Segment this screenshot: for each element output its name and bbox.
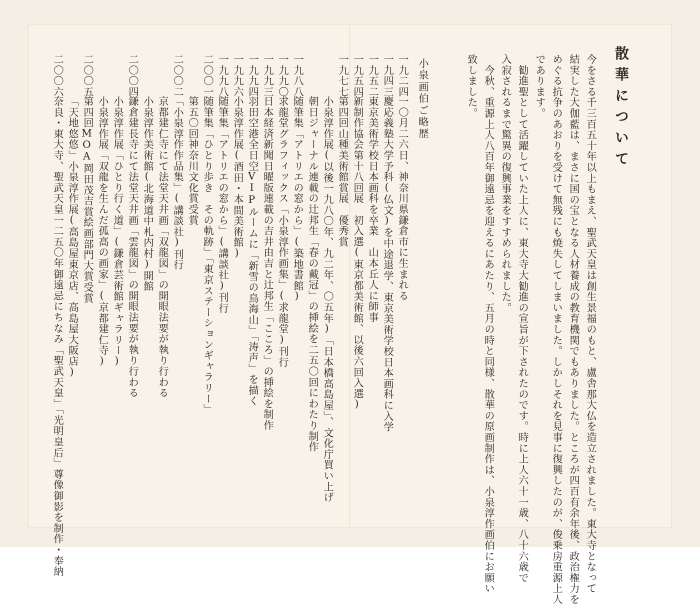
bio-year: 一九五二: [366, 54, 378, 98]
bio-entry-text: 小泉淳作展(酒田・本間美術館): [231, 96, 243, 260]
bio-year: 一九九六: [231, 54, 243, 98]
bio-entry-text: 東京美術学校日本画科を卒業 山本丘人に師事: [366, 96, 378, 323]
bio-year: 二〇〇六: [51, 54, 63, 98]
bio-year: 一九九八: [216, 54, 228, 98]
bio-entry-text: 随筆集「アトリエの窓から」(築地書館): [291, 96, 303, 303]
bio-entry-text: 京都建仁寺にて法堂天井画「双龍図」の開眼法要が執り行わる: [156, 96, 168, 399]
bio-year: 一九七七: [336, 54, 348, 98]
bio-year: 一九五四: [351, 54, 363, 98]
bio-entry-text: 「天地悠悠」小泉淳作展(高島屋東京店、高島屋大阪店): [66, 96, 78, 379]
bio-year: 一九九四: [246, 54, 258, 98]
bio-year: 二〇〇一: [201, 54, 213, 98]
bio-entry-text: 随筆集「ひとり歩き その軌跡」「東京ステーションギャラリー」: [201, 96, 213, 415]
bio-entry-text: 第五〇回神奈川文化賞受賞: [186, 96, 198, 226]
bio-entry-text: 小泉淳作美術館(北海道中札内村)開館: [141, 96, 153, 292]
bio-entry-text: 求龍堂グラフィックス「小泉淳作画集」(求龍堂)刊行: [276, 96, 288, 368]
bio-entry-text: 第四回山種美術館賞展 優秀賞: [336, 96, 348, 248]
bio-year: 一九二四: [396, 54, 408, 98]
bio-entry-text: 小泉淳作展「ひとり行く道」(鎌倉芸術館ギャラリー): [111, 96, 123, 368]
essay-line-4: であります。: [533, 54, 545, 119]
bio-entry-text: 日本経済新聞日曜版連載の吉井由吉と辻邦生「こころ」の挿絵を制作: [261, 96, 273, 431]
bio-entry-text: 第四回MOA岡田茂吉賞絵画部門大賞受賞: [81, 96, 93, 304]
essay-title: 散華について: [613, 46, 629, 172]
bio-year: 一九九〇: [276, 54, 288, 98]
essay-line-8: 致しました。: [465, 54, 477, 119]
bio-year: 二〇〇二: [171, 54, 183, 98]
bio-title: 小泉画伯ご略歴: [416, 58, 428, 140]
bio-entry-text: 新制作協会第十八回展 初入選(東京都美術館、以後六回入選): [351, 96, 363, 411]
bio-entry-text: 朝日ジャーナル連載の辻邦生「春の戴冠」の挿絵を二五〇回にわたり制作: [306, 96, 318, 453]
bio-year: 一九九三: [261, 54, 273, 98]
essay-line-5: 勧進聖として活躍していた上人に、東大寺大勧進の宣旨が下されたのです。時に上人六十一歳、八十六歳で: [516, 54, 528, 584]
essay-line-6: 入寂されるまで驚異の復興事業をすすめられました。: [499, 54, 511, 314]
bio-entry-text: 「小泉淳作作品集」(講談社)刊行: [171, 96, 183, 271]
essay-line-3: めぐる抗争のあおりを受けて無残にも焼失してしまいました。しかしそれを見事に復興したのが、俊乗房重源上人: [550, 54, 562, 605]
bio-entry-text: 随筆集「アトリエの窓から」(講談社)刊行: [216, 96, 228, 314]
essay-line-7: 今秋、重源上人八百年御遠忌を迎えるにあたり、五月の時と同様、散華の原画制作は、小泉淳作画伯にお願い: [482, 54, 494, 594]
bio-entry-text: 小泉淳作展(以後一九八〇年、九二年、〇五年)「日本橋高島屋」、文化庁買い上げ: [321, 96, 333, 503]
bio-entry-text: 慶応義塾大学予科(仏文)を中途退学、東京美術学校日本画科に入学: [381, 96, 393, 433]
bio-entry-text: 一〇月二六日、神奈川県鎌倉市に生まれる: [396, 96, 408, 302]
bio-entry-text: 羽田空港全日空VIPルームに「新雪の鳥海山」「涛声」を描く: [246, 96, 258, 407]
bio-year: 一九四三: [381, 54, 393, 98]
bio-year: 二〇〇五: [81, 54, 93, 98]
bio-entry-text: 鎌倉建長寺にて法堂天井画「雲龍図」の開眼法要が執り行わる: [126, 96, 138, 399]
bio-year: 一九八八: [291, 54, 303, 98]
bio-year: 二〇〇四: [126, 54, 138, 98]
bio-entry-text: 奈良・東大寺、聖武天皇一二五〇年御遠忌にちなみ「聖武天皇」「光明皇后」尊像御影を制作・奉納: [51, 96, 63, 577]
bio-entry-text: 小泉淳作展「双龍を生んだ孤高の画家」(京都建仁寺): [96, 96, 108, 368]
essay-line-2: 結実した大伽藍は、まさに国の宝となる人材養成の教育機関でもありました。ところが四百有余年後、政治権力を: [567, 54, 579, 605]
essay-line-1: 今をさる千三百五十年以上もまえ、聖武天皇は創生景福のもと、盧舎那大仏を造立されました。東大寺となって: [584, 54, 596, 594]
